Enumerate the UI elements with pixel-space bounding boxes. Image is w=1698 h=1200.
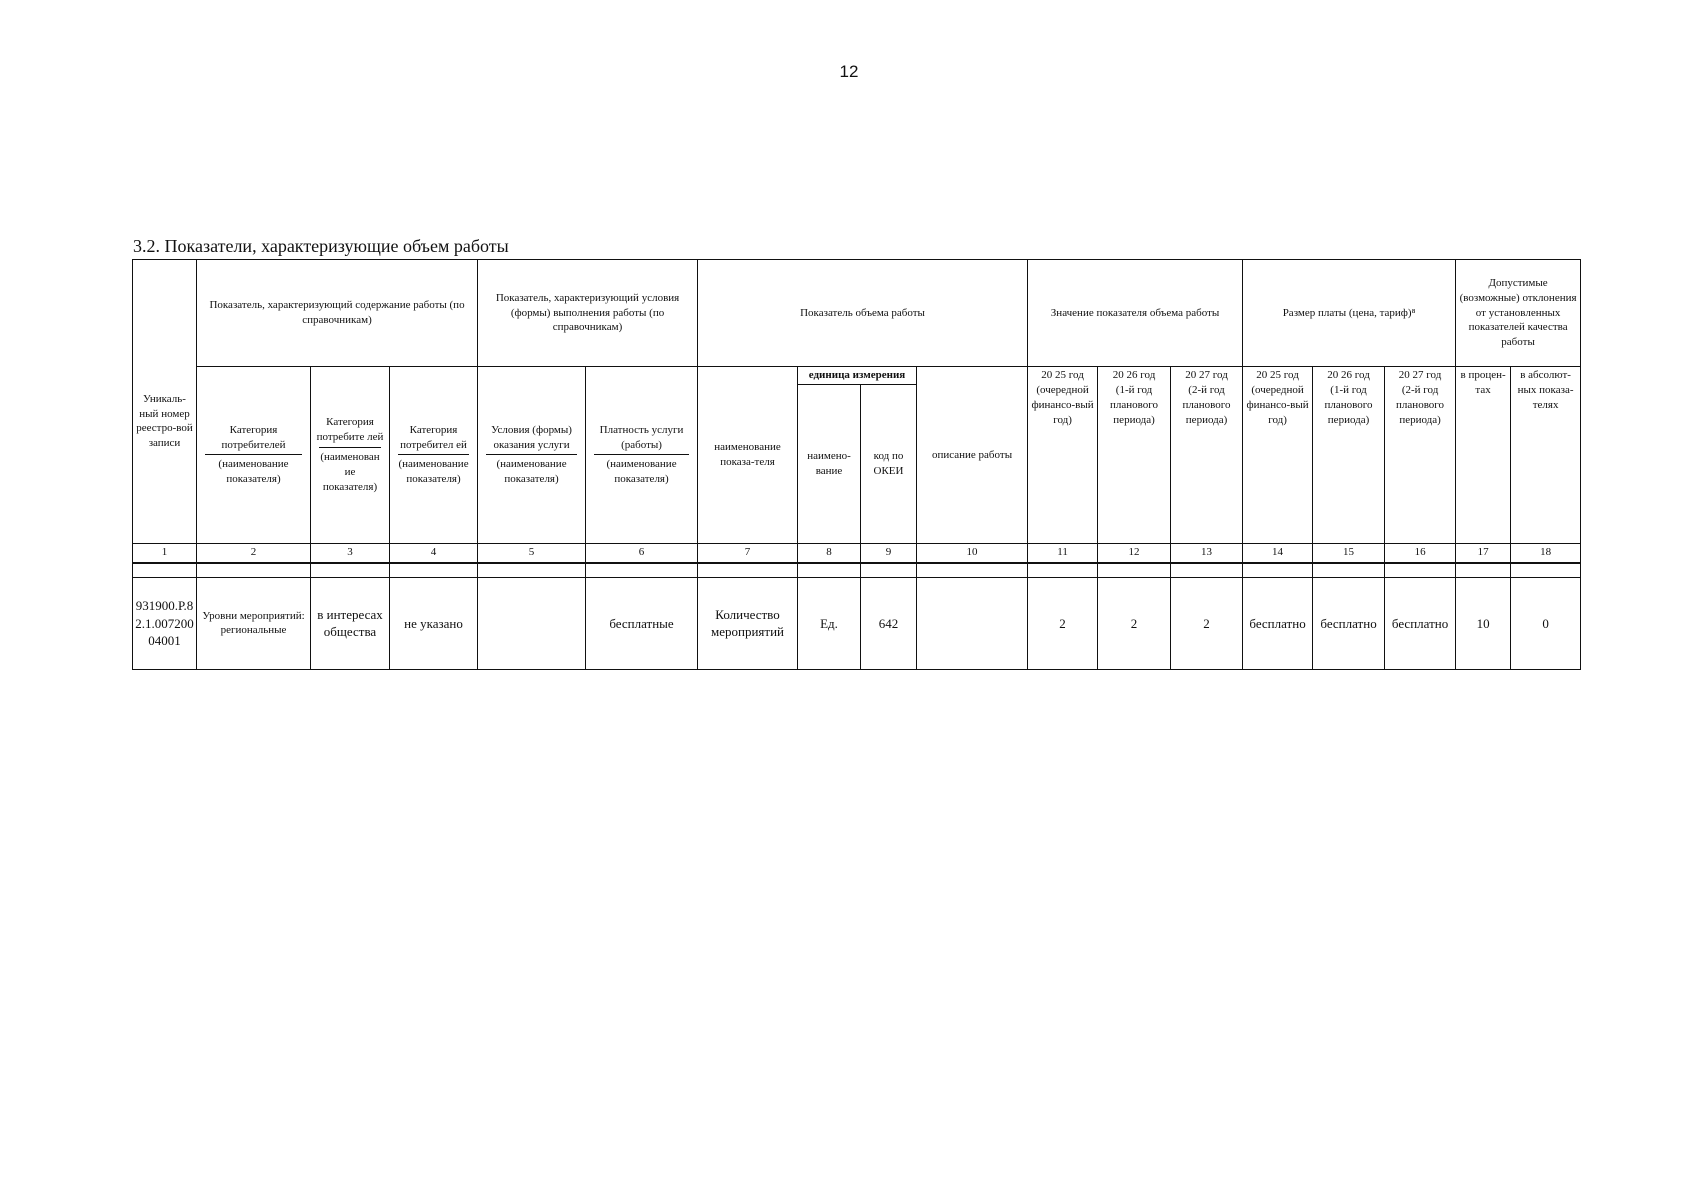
column-number-9: 9	[861, 543, 917, 563]
column-number-4: 4	[390, 543, 478, 563]
column-number-17: 17	[1456, 543, 1511, 563]
column-number-12: 12	[1098, 543, 1171, 563]
header-col16: 20 27 год (2-й год планового периода)	[1385, 367, 1456, 544]
column-number-1: 1	[133, 543, 197, 563]
header-col5: Условия (формы) оказания услуги (наименование показателя)	[478, 367, 586, 544]
consumer-category-cell: Уровни мероприятий: региональные	[197, 577, 311, 669]
column-number-11: 11	[1028, 543, 1098, 563]
header-col7: наименование показа-теля	[698, 367, 798, 544]
header-col4: Категория потребител ей (наименование показателя)	[390, 367, 478, 544]
header-col10: описание работы	[917, 367, 1028, 544]
value-2025-cell: 2	[1028, 577, 1098, 669]
header-value-group: Значение показателя объема работы	[1028, 260, 1243, 367]
fee-2027-cell: бесплатно	[1385, 577, 1456, 669]
column-number-13: 13	[1171, 543, 1243, 563]
payment-cell: бесплатные	[586, 577, 698, 669]
header-col14: 20 25 год (очередной финансо-вый год)	[1243, 367, 1313, 544]
header-col17: в процен-тах	[1456, 367, 1511, 544]
indicator-name-cell: Количество мероприятий	[698, 577, 798, 669]
column-number-16: 16	[1385, 543, 1456, 563]
header-conditions-group: Показатель, характеризующий условия (формы) выполнения работы (по справочникам)	[478, 260, 698, 367]
deviation-absolute-cell: 0	[1511, 577, 1581, 669]
header-col8: наимено-вание	[798, 384, 861, 543]
conditions-cell	[478, 577, 586, 669]
column-number-18: 18	[1511, 543, 1581, 563]
page-number: 12	[839, 62, 859, 81]
header-deviation-group: Допустимые (возможные) отклонения от установленных показателей качества работы	[1456, 260, 1581, 367]
value-2026-cell: 2	[1098, 577, 1171, 669]
header-col18: в абсолют-ных показа-телях	[1511, 367, 1581, 544]
header-unique-id: Уникаль-ный номер реестро-вой записи	[133, 260, 197, 544]
volume-indicators-table	[132, 259, 1581, 670]
header-content-group: Показатель, характеризующий содержание работы (по справочникам)	[197, 260, 478, 367]
column-number-14: 14	[1243, 543, 1313, 563]
column-number-7: 7	[698, 543, 798, 563]
value-2027-cell: 2	[1171, 577, 1243, 669]
column-number-15: 15	[1313, 543, 1385, 563]
header-unit-group: единица измерения	[798, 367, 917, 385]
column-number-5: 5	[478, 543, 586, 563]
column-number-2: 2	[197, 543, 311, 563]
header-col15: 20 26 год (1-й год планового периода)	[1313, 367, 1385, 544]
header-col13: 20 27 год (2-й год планового периода)	[1171, 367, 1243, 544]
okei-code-cell: 642	[861, 577, 917, 669]
header-col11: 20 25 год (очередной финансо-вый год)	[1028, 367, 1098, 544]
fee-2025-cell: бесплатно	[1243, 577, 1313, 669]
deviation-percent-cell: 10	[1456, 577, 1511, 669]
table-row	[133, 577, 1581, 669]
consumer-category-2-cell: в интересах общества	[311, 577, 390, 669]
column-number-10: 10	[917, 543, 1028, 563]
header-col12: 20 26 год (1-й год планового периода)	[1098, 367, 1171, 544]
unit-name-cell: Ед.	[798, 577, 861, 669]
consumer-category-3-cell: не указано	[390, 577, 478, 669]
fee-2026-cell: бесплатно	[1313, 577, 1385, 669]
header-col6: Платность услуги (работы) (наименование показателя)	[586, 367, 698, 544]
column-number-6: 6	[586, 543, 698, 563]
header-col2: Категория потребителей (наименование показателя)	[197, 367, 311, 544]
column-number-3: 3	[311, 543, 390, 563]
header-col9: код по ОКЕИ	[861, 384, 917, 543]
header-fee-group: Размер платы (цена, тариф)⁸	[1243, 260, 1456, 367]
registry-id-cell: 931900.Р.82.1.00720004001	[133, 577, 197, 669]
column-number-8: 8	[798, 543, 861, 563]
work-description-cell	[917, 577, 1028, 669]
header-col3: Категория потребите лей (наименован ие показателя)	[311, 367, 390, 544]
section-title: 3.2. Показатели, характеризующие объем работы	[133, 236, 509, 256]
header-volume-group: Показатель объема работы	[698, 260, 1028, 367]
